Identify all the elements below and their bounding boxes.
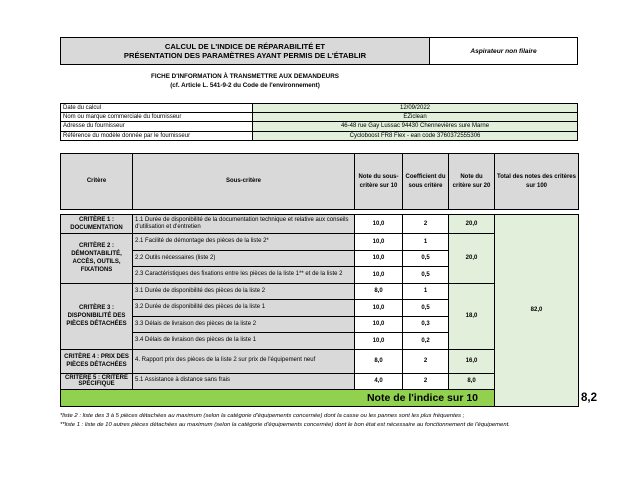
- title-line-2: PRÉSENTATION DES PARAMÈTRES AYANT PERMIS DE L'ÉTABLIR: [123, 51, 367, 60]
- subcriterion-coef: 0,2: [403, 333, 449, 350]
- subcriterion-label: 5.1 Assistance à distance sans frais: [133, 373, 355, 389]
- final-score-row: Note de l'indice sur 10 8,2: [61, 389, 579, 406]
- header-coef: Coefficient du sous critère: [403, 154, 449, 210]
- subcriterion-label: 4. Rapport prix des pièces de la liste 2 sur prix de l'équipement neuf: [133, 349, 355, 373]
- fiche-line-1: FICHE D'INFORMATION À TRANSMETTRE AUX DEMANDEURS: [151, 73, 339, 80]
- final-score-label: Note de l'indice sur 10: [61, 389, 495, 406]
- subcriterion-label: 2.1 Facilité de démontage des pièces de la liste 2*: [133, 234, 355, 251]
- subcriterion-note: 10,0: [355, 267, 403, 284]
- subcriterion-note: 8,0: [355, 283, 403, 300]
- subcriterion-coef: 1: [403, 283, 449, 300]
- info-row-address: [61, 122, 578, 131]
- document-title: [60, 37, 430, 65]
- subcriterion-coef: 0,5: [403, 250, 449, 267]
- repairability-score-table: [60, 153, 597, 407]
- subcriterion-note: 8,0: [355, 349, 403, 373]
- subcriterion-coef: 0,5: [403, 267, 449, 284]
- info-value: 46-48 rue Gay Lussac 94430 Chennevières sure Marne: [253, 122, 578, 131]
- info-label: Date du calcul: [61, 104, 253, 113]
- info-value: EZiclean: [253, 113, 578, 122]
- title-line-1: CALCUL DE L'INDICE DE RÉPARABILITÉ ET: [164, 41, 326, 51]
- criterion-3-name: CRITÈRE 3 : DISPONIBILITÉ DES PIÈCES DÉTACHÉES: [61, 283, 133, 349]
- header-note10: Note du sous-critère sur 10: [355, 154, 403, 210]
- subcriterion-note: 10,0: [355, 250, 403, 267]
- fiche-heading: [60, 72, 430, 90]
- info-row-reference: [61, 131, 578, 140]
- criterion-5-note20: 8,0: [449, 373, 495, 389]
- info-value: Cycloboost FR8 Flex - ean code 3760372555306: [253, 131, 578, 140]
- supplier-info-table: [60, 103, 578, 141]
- subcriterion-label: 3.2 Durée de disponibilité des pièces de la liste 1: [133, 300, 355, 317]
- footnote-liste-1: **liste 1 : liste de 10 autres pièces détachées au maximum (selon la catégorie d'équipements concernée) dont le bon état est nécessaire au fonctionnement de l'équipement.: [60, 421, 510, 428]
- info-label: Adresse du fournisseur: [61, 122, 253, 131]
- subcriterion-note: 4,0: [355, 373, 403, 389]
- subcriterion-coef: 0,3: [403, 316, 449, 333]
- criterion-1-name: CRITÈRE 1 : DOCUMENTATION: [61, 215, 133, 234]
- subcriterion-note: 10,0: [355, 300, 403, 317]
- subcriterion-label: 2.3 Caractéristiques des fixations entre les pièces de la liste 1** et de la liste 2: [133, 267, 355, 284]
- info-label: Nom ou marque commerciale du fournisseur: [61, 113, 253, 122]
- subcriterion-label: 3.1 Durée de disponibilité des pièces de la liste 2: [133, 283, 355, 300]
- criterion-1-note20: 20,0: [449, 215, 495, 234]
- subcriterion-coef: 2: [403, 215, 449, 234]
- header-critere: Critère: [61, 154, 133, 210]
- criterion-3-note20: 18,0: [449, 283, 495, 349]
- info-value: 12/09/2022: [253, 104, 578, 113]
- table-row: [61, 215, 579, 234]
- criterion-4-name: CRITÈRE 4 : PRIX DES PIÈCES DÉTACHÉES: [61, 349, 133, 373]
- header-total: Total des notes des critères sur 100: [495, 154, 579, 210]
- subcriterion-label: 2.2 Outils nécessaires (liste 2): [133, 250, 355, 267]
- table-header-row: [61, 154, 579, 210]
- header-note20: Note du critère sur 20: [449, 154, 495, 210]
- subcriterion-coef: 2: [403, 373, 449, 389]
- footnotes: [60, 412, 578, 430]
- criterion-5-name: CRITÈRE 5 : CRITÈRE SPÉCIFIQUE: [61, 373, 133, 389]
- subcriterion-label: 3.3 Délais de livraison des pièces de la liste 2: [133, 316, 355, 333]
- criterion-4-note20: 16,0: [449, 349, 495, 373]
- total-score: 82,0: [495, 215, 579, 407]
- subcriterion-label: 1.1 Durée de disponibilité de la documentation technique et relative aux conseils d'utilisation et d'entretien: [133, 215, 355, 234]
- subcriterion-label: 3.4 Délais de livraison des pièces de la liste 1: [133, 333, 355, 350]
- subcriterion-note: 10,0: [355, 234, 403, 251]
- footnote-liste-2: *liste 2 : liste des 3 à 5 pièces détachées au maximum (selon la catégorie d'équipements concernée) dont la casse ou les pannes sont les plus fréquentes ;: [60, 413, 465, 419]
- info-row-date: [61, 104, 578, 113]
- subcriterion-note: 10,0: [355, 316, 403, 333]
- product-type: Aspirateur non filaire: [430, 37, 578, 65]
- subcriterion-coef: 2: [403, 349, 449, 373]
- criterion-2-name: CRITÈRE 2 : DÉMONTABILITÉ, ACCÈS, OUTILS, FIXATIONS: [61, 234, 133, 284]
- subcriterion-note: 10,0: [355, 333, 403, 350]
- subcriterion-coef: 0,5: [403, 300, 449, 317]
- criterion-2-note20: 20,0: [449, 234, 495, 284]
- header-sous-critere: Sous-critère: [133, 154, 355, 210]
- info-row-brand: [61, 113, 578, 122]
- info-label: Référence du modèle donnée par le fournisseur: [61, 131, 253, 140]
- fiche-line-2: (cf. Article L. 541-9-2 du Code de l'environnement): [170, 82, 320, 90]
- subcriterion-note: 10,0: [355, 215, 403, 234]
- subcriterion-coef: 1: [403, 234, 449, 251]
